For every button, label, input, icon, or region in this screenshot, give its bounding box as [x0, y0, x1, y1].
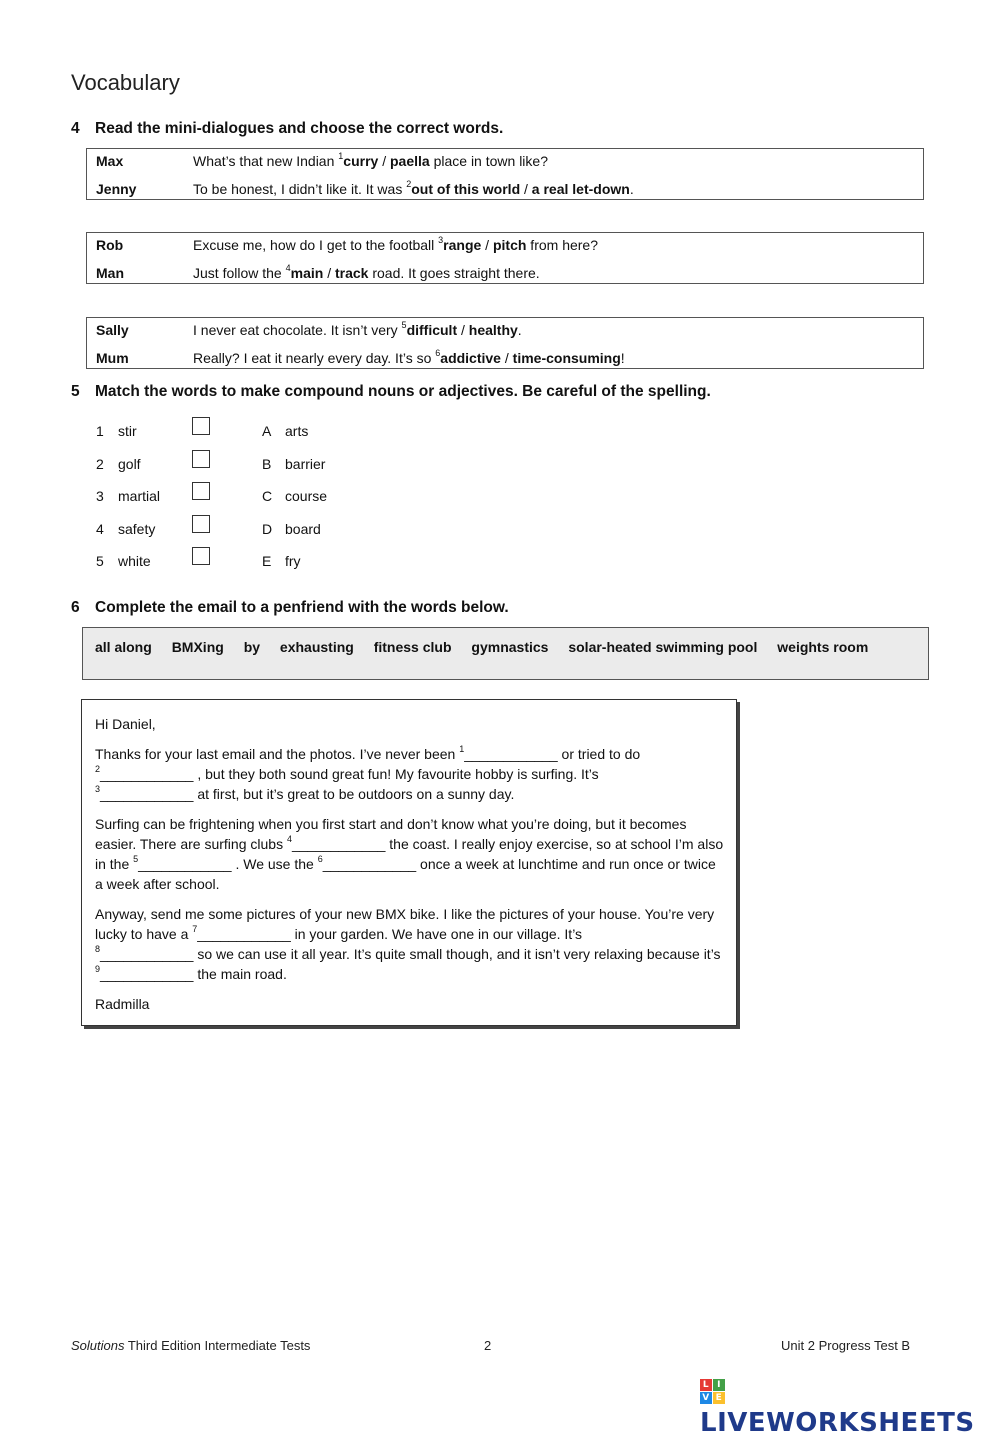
line-text: .	[517, 322, 522, 338]
match-row	[96, 486, 396, 510]
email-text: Thanks for your last email and the photos. I’ve never been	[95, 746, 460, 762]
line-text: road. It goes straight there.	[368, 265, 540, 281]
gap-number: 3	[95, 784, 101, 795]
gap-8[interactable]: ____________	[100, 946, 194, 962]
word-option: gymnastics	[471, 639, 549, 655]
gap-number: 8	[95, 944, 101, 955]
q6-instruction: Complete the email to a penfriend with the words below.	[95, 599, 509, 616]
logo-letter: I	[713, 1379, 725, 1391]
email-text: so we can use it all year. It’s quite small though, and it isn’t very relaxing because it’s	[193, 946, 721, 962]
option-separator: /	[500, 350, 513, 366]
match-word: course	[285, 488, 328, 504]
speaker-name: Man	[96, 265, 124, 281]
option-2[interactable]: healthy	[468, 322, 518, 338]
line-text: from here?	[526, 237, 599, 253]
q5-number: 5	[71, 383, 80, 400]
email-text: Anyway, send me some pictures of your new BMX bike. I like the pictures of your house. You’re very lucky to have a	[95, 906, 715, 942]
gap-7[interactable]: ____________	[197, 926, 291, 942]
line-text: To be honest, I didn’t like it. It was	[193, 181, 407, 197]
gap-number: 6	[317, 854, 323, 865]
dialogue-line	[87, 318, 923, 344]
q4-instruction: Read the mini-dialogues and choose the correct words.	[95, 120, 504, 137]
email-paragraph-2	[95, 814, 725, 894]
option-2[interactable]: a real let-down	[531, 181, 630, 197]
match-letter: A	[262, 423, 272, 439]
gap-number: 2	[95, 764, 101, 775]
option-1[interactable]: difficult	[406, 322, 458, 338]
gap-5[interactable]: ____________	[138, 856, 232, 872]
match-word: barrier	[285, 455, 326, 472]
item-word: safety	[118, 520, 156, 537]
gap-number: 5	[133, 854, 139, 865]
footer-book-rest: Third Edition Intermediate Tests	[124, 1338, 311, 1353]
line-text: What’s that new Indian	[193, 153, 339, 169]
dialogue-text	[193, 237, 598, 253]
option-1[interactable]: range	[443, 237, 482, 253]
gap-1[interactable]: ____________	[464, 746, 558, 762]
email-text: . We use the	[231, 856, 318, 872]
speaker-name: Rob	[96, 237, 124, 253]
line-text: I never eat chocolate. It isn’t very	[193, 322, 402, 338]
dialogue-text	[193, 265, 540, 281]
brand-text: LIVEWORKSHEETS	[700, 1408, 975, 1438]
answer-box[interactable]	[192, 547, 210, 565]
answer-box[interactable]	[192, 450, 210, 468]
logo-letter: E	[713, 1392, 725, 1404]
word-option: by	[243, 639, 261, 655]
footer-book-title	[71, 1338, 310, 1353]
liveworksheets-brand[interactable]	[700, 1378, 1000, 1438]
word-option: solar-heated swimming pool	[568, 639, 758, 655]
item-word: stir	[118, 423, 137, 439]
email-text: the main road.	[193, 966, 287, 982]
match-word: arts	[285, 423, 309, 439]
item-word: white	[118, 553, 151, 569]
email-greeting: Hi Daniel,	[95, 716, 156, 732]
footer-unit: Unit 2 Progress Test B	[781, 1338, 911, 1353]
match-word: board	[285, 520, 321, 537]
match-word: fry	[285, 553, 301, 569]
item-word: martial	[118, 488, 161, 504]
dialogue-line	[87, 149, 923, 175]
q6-number: 6	[71, 599, 80, 616]
gap-6[interactable]: ____________	[322, 856, 417, 872]
dialogue-text	[193, 181, 634, 197]
dialogue-box	[86, 232, 924, 284]
dialogue-box	[86, 317, 924, 369]
option-separator: /	[457, 322, 469, 338]
gap-number: 4	[285, 263, 291, 274]
option-separator: /	[323, 265, 335, 281]
option-2[interactable]: track	[334, 265, 369, 281]
option-2[interactable]: paella	[390, 153, 430, 169]
gap-number: 3	[438, 235, 444, 246]
email-box	[81, 699, 737, 1026]
footer-book-italic: Solutions	[71, 1338, 125, 1353]
email-text: or tried to do	[557, 746, 641, 762]
q5-heading	[71, 383, 711, 401]
match-row	[96, 454, 396, 478]
item-word: golf	[118, 455, 141, 472]
speaker-name: Mum	[96, 350, 129, 366]
option-1[interactable]: addictive	[440, 350, 501, 366]
line-text: Excuse me, how do I get to the football	[193, 237, 439, 253]
email-signoff: Radmilla	[95, 996, 150, 1012]
email-text: in your garden. We have one in our village. It’s	[290, 926, 583, 942]
word-option: BMXing	[171, 639, 224, 655]
answer-box[interactable]	[192, 515, 210, 533]
item-number: 1	[96, 423, 104, 439]
speaker-name: Jenny	[96, 181, 137, 197]
word-option: all along	[95, 639, 152, 655]
email-text: , but they both sound great fun! My favourite hobby is surfing. It’s	[193, 766, 599, 782]
q6-heading	[71, 599, 509, 617]
dialogue-line	[87, 233, 923, 259]
match-row	[96, 519, 396, 543]
gap-2[interactable]: ____________	[100, 766, 194, 782]
item-number: 5	[96, 553, 104, 569]
gap-number: 4	[286, 834, 292, 845]
option-separator: /	[378, 153, 390, 169]
q4-number: 4	[71, 120, 80, 137]
line-text: Really? I eat it nearly every day. It’s so	[193, 350, 436, 366]
gap-number: 5	[401, 320, 407, 331]
dialogue-text	[193, 350, 625, 366]
item-number: 3	[96, 488, 104, 504]
option-1[interactable]: main	[290, 265, 324, 281]
logo-letter: L	[700, 1379, 712, 1391]
item-number: 4	[96, 520, 104, 537]
email-text: the coast. I really enjoy exercise, so at school I’m also in the	[95, 836, 724, 872]
email-paragraph-1	[95, 744, 725, 804]
match-row	[96, 421, 396, 445]
match-letter: C	[262, 488, 273, 504]
option-1[interactable]: curry	[343, 153, 379, 169]
answer-box[interactable]	[192, 482, 210, 500]
option-separator: /	[520, 181, 532, 197]
item-number: 2	[96, 455, 104, 472]
line-text: place in town like?	[429, 153, 548, 169]
liveworksheets-logo-icon	[700, 1379, 726, 1405]
gap-3[interactable]: ____________	[100, 786, 194, 802]
match-letter: B	[262, 455, 272, 472]
dialogue-line	[87, 177, 923, 203]
email-text: Surfing can be frightening when you first start and don’t know what you’re doing, but it becomes easier. There are surfing clubs	[95, 816, 687, 852]
option-2[interactable]: time-consuming	[512, 350, 621, 366]
speaker-name: Max	[96, 153, 124, 169]
gap-number: 1	[459, 744, 465, 755]
q4-heading	[71, 120, 503, 138]
speaker-name: Sally	[96, 322, 129, 338]
word-option: weights room	[777, 639, 869, 655]
match-row	[96, 551, 396, 575]
dialogue-line	[87, 261, 923, 287]
dialogue-text	[193, 322, 522, 338]
gap-number: 6	[435, 348, 441, 359]
dialogue-text	[193, 153, 548, 169]
answer-box[interactable]	[192, 417, 210, 435]
logo-letter: V	[700, 1392, 712, 1404]
option-2[interactable]: pitch	[492, 237, 527, 253]
line-text: !	[620, 350, 625, 366]
match-letter: D	[262, 520, 273, 537]
line-text: .	[629, 181, 634, 197]
option-separator: /	[481, 237, 493, 253]
gap-number: 1	[338, 151, 344, 162]
gap-number: 2	[406, 179, 412, 190]
footer-page-number: 2	[484, 1338, 492, 1353]
email-paragraph-3	[95, 904, 725, 984]
line-text: Just follow the	[193, 265, 286, 281]
q5-instruction: Match the words to make compound nouns or adjectives. Be careful of the spelling.	[95, 383, 711, 400]
section-title: Vocabulary	[71, 70, 180, 95]
gap-number: 9	[95, 964, 101, 975]
gap-number: 7	[192, 924, 198, 935]
word-option: exhausting	[279, 639, 354, 655]
word-box	[82, 627, 929, 680]
email-text: once a week at lunchtime and run once or twice a week after school.	[95, 856, 716, 892]
match-letter: E	[262, 553, 272, 569]
dialogue-line	[87, 346, 923, 372]
word-option: fitness club	[373, 639, 452, 655]
option-1[interactable]: out of this world	[411, 181, 521, 197]
dialogue-box	[86, 148, 924, 200]
email-text: at first, but it’s great to be outdoors on a sunny day.	[193, 786, 515, 802]
gap-4[interactable]: ____________	[291, 836, 386, 852]
gap-9[interactable]: ____________	[100, 966, 194, 982]
